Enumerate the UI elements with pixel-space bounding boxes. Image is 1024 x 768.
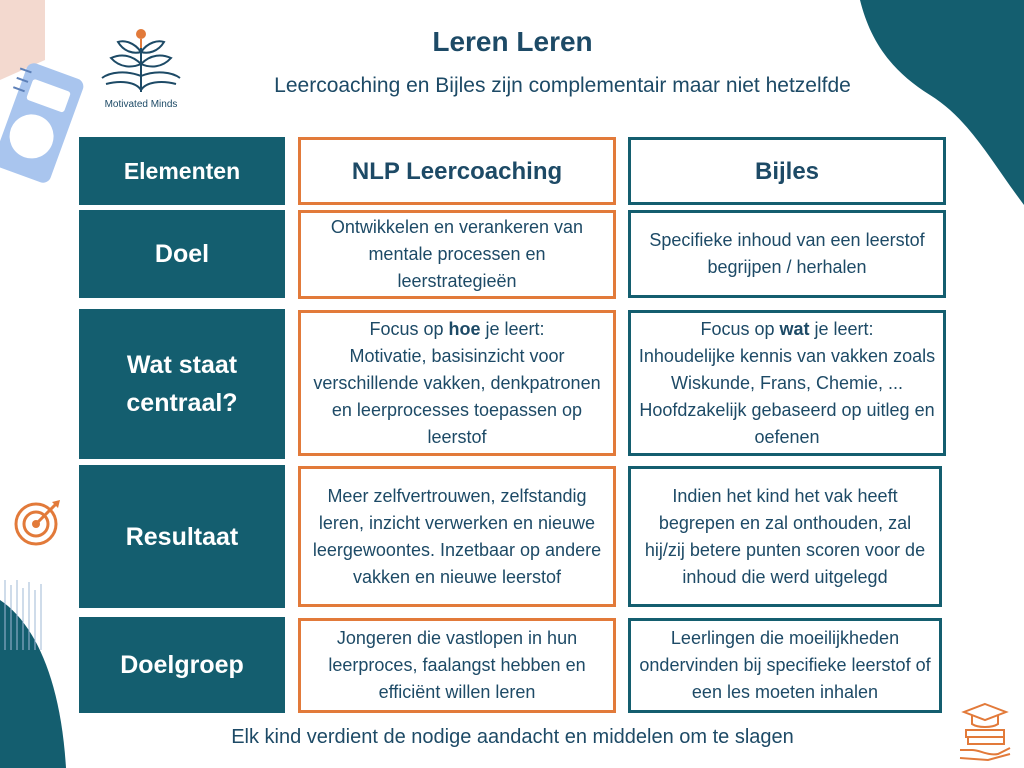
cell-resultaat-coaching: Meer zelfvertrouwen, zelfstandig leren, inzicht verwerken en nieuwe leergewoontes. Inzetbaar op andere vakken en nieuwe leerstof bbox=[298, 466, 616, 607]
cell-central-coaching-text: Focus op hoe je leert: Motivatie, basisinzicht voor verschillende vakken, denkpatronen en leerprocesses toepassen op leerstof bbox=[313, 318, 601, 447]
emphasis-hoe: hoe bbox=[448, 318, 481, 339]
footer-text: Elk kind verdient de nodige aandacht en middelen om te slagen bbox=[231, 726, 794, 748]
col-header-coaching: NLP Leercoaching bbox=[298, 137, 616, 205]
col-header-tutoring: Bijles bbox=[628, 137, 946, 205]
row-label-central: Wat staat centraal? bbox=[79, 309, 285, 459]
page-subtitle: Leercoaching en Bijles zijn complementair maar niet hetzelfde bbox=[274, 74, 851, 97]
logo-icon bbox=[96, 24, 186, 100]
cell-doel-tutoring: Specifieke inhoud van een leerstof begrijpen / herhalen bbox=[628, 210, 946, 298]
notepad-icon bbox=[0, 0, 90, 200]
cell-doelgroep-tutoring: Leerlingen die moeilijkheden ondervinden bij specifieke leerstof of een les moeten inhalen bbox=[628, 618, 942, 713]
logo-caption: Motivated Minds bbox=[104, 99, 178, 110]
cell-central-tutoring-text: Focus op wat je leert: Inhoudelijke kennis van vakken zoals Wiskunde, Frans, Chemie, ... Hoofdzakelijk gebaseerd op uitleg en oefenen bbox=[638, 318, 936, 447]
cell-resultaat-tutoring: Indien het kind het vak heeft begrepen en zal onthouden, zal hij/zij betere punten scoren voor de inhoud die werd uitgelegd bbox=[628, 466, 942, 607]
row-label-doel: Doel bbox=[79, 210, 285, 298]
row-label-resultaat: Resultaat bbox=[79, 465, 285, 608]
graduation-books-icon bbox=[958, 700, 1012, 762]
cell-central-coaching bbox=[298, 310, 616, 456]
cell-central-tutoring bbox=[628, 310, 946, 456]
cell-doelgroep-coaching: Jongeren die vastlopen in hun leerproces, faalangst hebben en efficiënt willen leren bbox=[298, 618, 616, 713]
target-icon bbox=[12, 498, 64, 548]
cell-doel-coaching: Ontwikkelen en verankeren van mentale processen en leerstrategieën bbox=[298, 210, 616, 299]
emphasis-wat: wat bbox=[779, 318, 810, 339]
row-label-doelgroep: Doelgroep bbox=[79, 617, 285, 713]
bottom-left-blob bbox=[0, 580, 80, 768]
page-title: Leren Leren bbox=[432, 26, 593, 57]
col-header-elements: Elementen bbox=[79, 137, 285, 205]
